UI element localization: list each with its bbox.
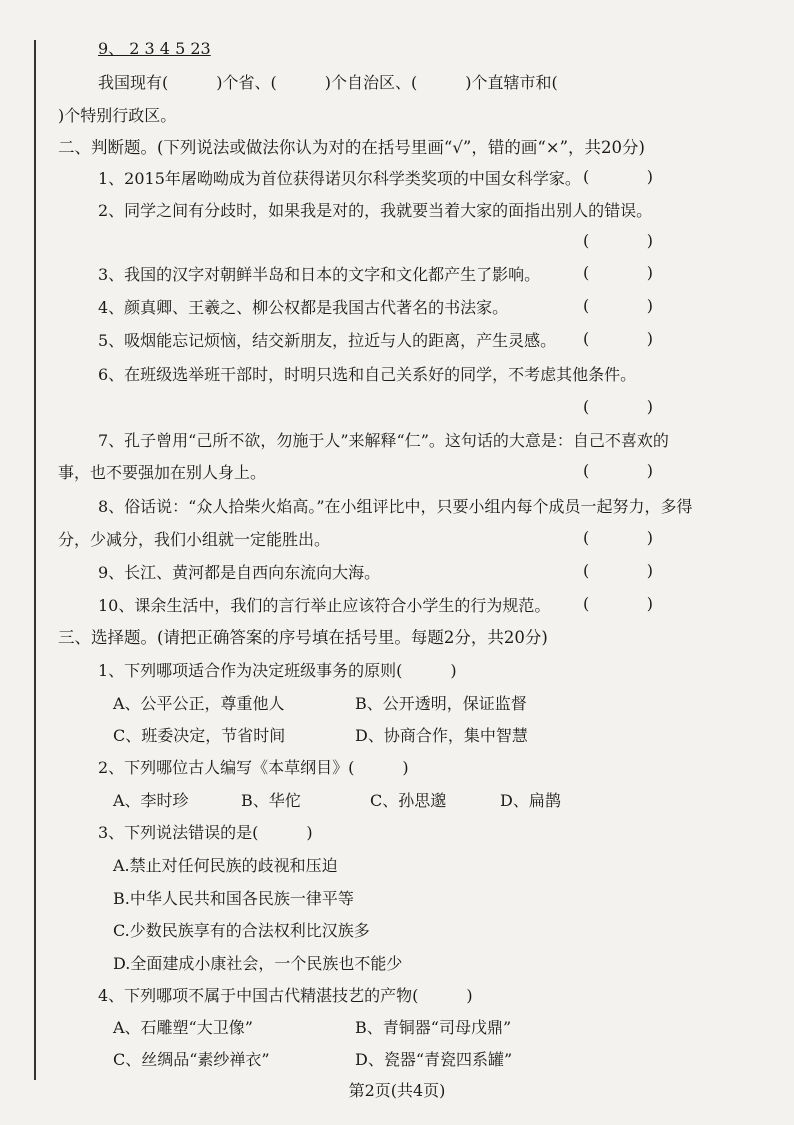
choice-q3-option-b[interactable]: B.中华人民共和国各民族一律平等: [113, 889, 354, 908]
choice-q2-option-b[interactable]: B、华佗: [241, 791, 301, 810]
choice-q2-option-d[interactable]: D、扁鹊: [500, 791, 561, 810]
judge-q8-line2: 分，少减分，我们小组就一定能胜出。: [58, 530, 331, 549]
page-number-footer: 第2页(共4页): [348, 1081, 446, 1100]
choice-q1-option-a[interactable]: A、公平公正，尊重他人: [113, 694, 285, 713]
choice-q2: 2、下列哪位古人编写《本草纲目》( ): [98, 758, 409, 777]
choice-q4-option-a[interactable]: A、石雕塑“大卫像”: [113, 1018, 253, 1037]
section-2-heading: 二、判断题。(下列说法或做法你认为对的在括号里画“√”，错的画“×”，共20分): [58, 138, 645, 157]
exam-page: 9、 2 3 4 5 23 我国现有( )个省、( )个自治区、( )个直辖市和( )个特别行政区。 二、判断题。(下列说法或做法你认为对的在括号里画“√”，错的画“×”，共20分) 1、2015年屠呦呦成为首位获得诺贝尔科学类奖项的中国女科学家。 ( ) 2、同学之间有分歧时，如果我是对的，我就要当着大家的面指出别人的错误。 ( ) 3、我国的汉字对朝鲜半岛和日本的文字和文化都产生了影响。 ( ) 4、颜真卿、王羲之、柳公权都是我国古代著名的书法家。 ( ) 5、吸烟能忘记烦恼，结交新朋友，拉近与人的距离，产生灵感。 ( ) 6、在班级选举班干部时，时明只选和自己关系好的同学，不考虑其他条件。 ( ) 7、孔子曾用“己所不欲，勿施于人”来解释“仁”。这句话的大意是：自己不喜欢的 事，也不要强加在别人身上。 ( ) 8、俗话说：“众人拾柴火焰高。”在小组评比中，只要小组内每个成员一起努力，多得 分，少减分，我们小组就一定能胜出。 ( ) 9、长江、黄河都是自西向东流向大海。 ( ) 10、课余生活中，我们的言行举止应该符合小学生的行为规范。 ( ) 三、选择题。(请把正确答案的序号填在括号里。每题2分，共20分) 1、下列哪项适合作为决定班级事务的原则( ) A、公平公正，尊重他人 B、公开透明，保证监督 C、班委决定，节省时间 D、协商合作，集中智慧 2、下列哪位古人编写《本草纲目》( ) A、李时珍 B、华佗 C、孙思邈 D、扁鹊 3、下列说法错误的是( ) A.禁止对任何民族的歧视和压迫 B.中华人民共和国各民族一律平等 C.少数民族享有的合法权利比汉族多 D.全面建成小康社会，一个民族也不能少 4、下列哪项不属于中国古代精湛技艺的产物( ) A、石雕塑“大卫像” B、青铜器“司母戊鼎” C、丝绸品“素纱禅衣” D、瓷器“青瓷四系罐” 第2页(共4页): [0, 0, 794, 1125]
judge-q7-line1: 7、孔子曾用“己所不欲，勿施于人”来解释“仁”。这句话的大意是：自己不喜欢的: [98, 431, 669, 450]
judge-q9: 9、长江、黄河都是自西向东流向大海。: [98, 563, 381, 582]
choice-q3-option-a[interactable]: A.禁止对任何民族的歧视和压迫: [113, 856, 338, 875]
judge-q4: 4、颜真卿、王羲之、柳公权都是我国古代著名的书法家。: [98, 298, 509, 317]
fill-blank-line-1: 我国现有( )个省、( )个自治区、( )个直辖市和(: [98, 73, 558, 92]
choice-q3: 3、下列说法错误的是( ): [98, 823, 313, 842]
choice-q4: 4、下列哪项不属于中国古代精湛技艺的产物( ): [98, 986, 473, 1005]
choice-q2-option-a[interactable]: A、李时珍: [113, 791, 189, 810]
choice-q4-option-d[interactable]: D、瓷器“青瓷四系罐”: [355, 1050, 513, 1069]
choice-q1-option-d[interactable]: D、协商合作，集中智慧: [355, 726, 528, 745]
judge-q7-line2: 事，也不要强加在别人身上。: [58, 463, 267, 482]
judge-q8-line1: 8、俗话说：“众人拾柴火焰高。”在小组评比中，只要小组内每个成员一起努力，多得: [98, 497, 693, 516]
choice-q4-option-c[interactable]: C、丝绸品“素纱禅衣”: [113, 1050, 270, 1069]
fill-blank-line-2: )个特别行政区。: [58, 106, 177, 125]
choice-q3-option-d[interactable]: D.全面建成小康社会，一个民族也不能少: [113, 954, 403, 973]
choice-q2-option-c[interactable]: C、孙思邈: [370, 791, 447, 810]
binding-margin-line: [34, 40, 36, 1080]
judge-q2: 2、同学之间有分歧时，如果我是对的，我就要当着大家的面指出别人的错误。: [98, 201, 653, 220]
judge-q1: 1、2015年屠呦呦成为首位获得诺贝尔科学类奖项的中国女科学家。: [98, 169, 581, 188]
choice-q1-option-b[interactable]: B、公开透明，保证监督: [355, 694, 527, 713]
judge-q5: 5、吸烟能忘记烦恼，结交新朋友，拉近与人的距离，产生灵感。: [98, 331, 557, 350]
q9-line: 9、 2 3 4 5 23: [98, 39, 211, 58]
choice-q3-option-c[interactable]: C.少数民族享有的合法权利比汉族多: [113, 921, 370, 940]
judge-q10: 10、课余生活中，我们的言行举止应该符合小学生的行为规范。: [98, 596, 551, 615]
choice-q1-option-c[interactable]: C、班委决定，节省时间: [113, 726, 286, 745]
choice-q1: 1、下列哪项适合作为决定班级事务的原则( ): [98, 661, 457, 680]
choice-q4-option-b[interactable]: B、青铜器“司母戊鼎”: [355, 1018, 512, 1037]
judge-q6: 6、在班级选举班干部时，时明只选和自己关系好的同学，不考虑其他条件。: [98, 365, 637, 384]
judge-q3: 3、我国的汉字对朝鲜半岛和日本的文字和文化都产生了影响。: [98, 265, 541, 284]
section-3-heading: 三、选择题。(请把正确答案的序号填在括号里。每题2分，共20分): [58, 628, 548, 647]
